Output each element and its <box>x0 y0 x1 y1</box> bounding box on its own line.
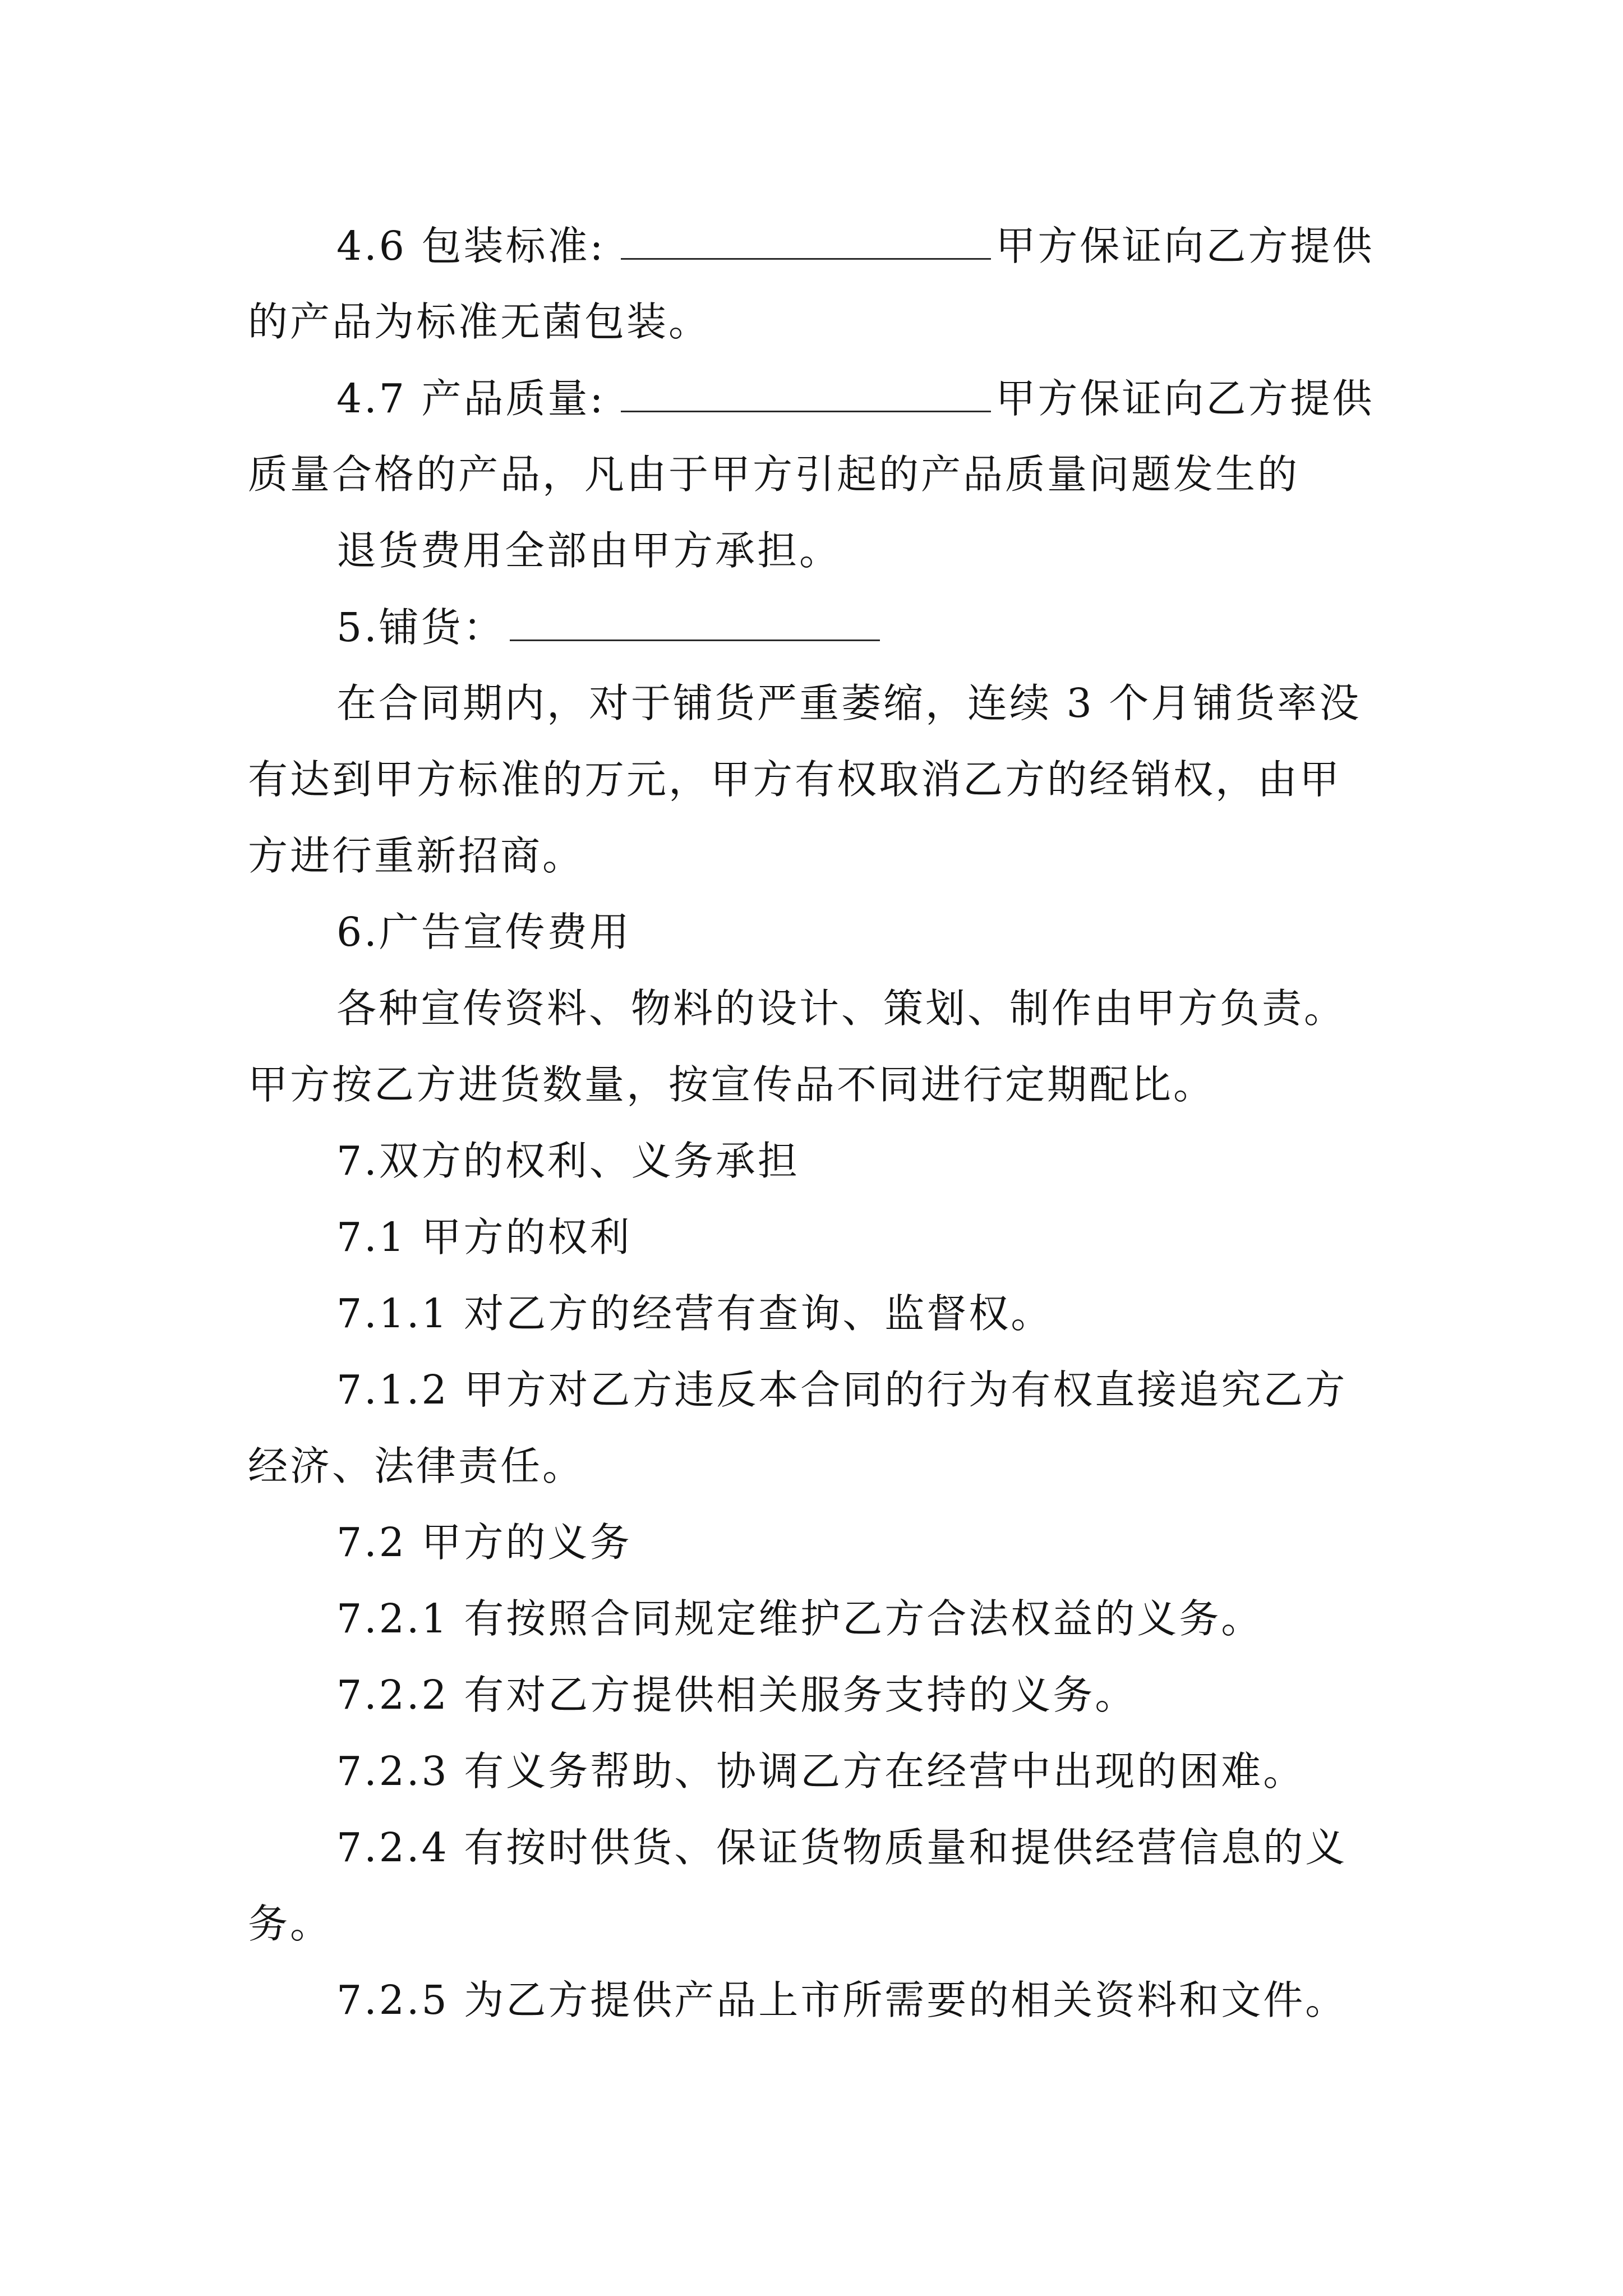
paragraph-line: 7.2.5 为乙方提供产品上市所需要的相关资料和文件。 <box>336 1977 1348 2023</box>
paragraph-line: 在合同期内，对于铺货严重萎缩，连续 3 个月铺货率没 <box>336 680 1362 726</box>
clause-5-line <box>336 604 884 651</box>
clause-4-7-label: 4.7 产品质量: <box>336 375 606 422</box>
paragraph-line: 7.2.1 有按照合同规定维护乙方合法权益的义务。 <box>336 1595 1264 1642</box>
clause-5-label: 5.铺货： <box>336 604 505 651</box>
paragraph-line: 7.2.4 有按时供货、保证货物质量和提供经营信息的义 <box>336 1824 1348 1871</box>
paragraph-line: 各种宣传资料、物料的设计、策划、制作由甲方负责。 <box>336 985 1347 1032</box>
clause-4-6-text: 甲方保证向乙方提供 <box>995 223 1375 269</box>
paragraph-line: 的产品为标准无菌包装。 <box>248 298 711 345</box>
paragraph-line: 质量合格的产品，凡由于甲方引起的产品质量问题发生的 <box>248 451 1300 498</box>
paragraph-line: 7.2.3 有义务帮助、协调乙方在经营中出现的困难。 <box>336 1748 1306 1795</box>
clause-4-7-line <box>336 375 1375 422</box>
paragraph-line: 有达到甲方标准的万元，甲方有权取消乙方的经销权，由甲 <box>248 756 1342 803</box>
clause-4-6-blank <box>621 226 991 260</box>
paragraph-line: 甲方按乙方进货数量，按宣传品不同进行定期配比。 <box>248 1061 1216 1108</box>
clause-4-6-label: 4.6 包装标准: <box>336 223 606 269</box>
clause-4-7-text: 甲方保证向乙方提供 <box>995 375 1375 422</box>
subsection-heading: 7.2 甲方的义务 <box>336 1519 632 1566</box>
clause-4-6-line <box>336 223 1375 269</box>
paragraph-line: 7.1.1 对乙方的经营有查询、监督权。 <box>336 1290 1053 1337</box>
paragraph-line: 务。 <box>248 1901 333 1947</box>
paragraph-line: 方进行重新招商。 <box>248 832 585 879</box>
paragraph-line: 7.1.2 甲方对乙方违反本合同的行为有权直接追究乙方 <box>336 1366 1348 1413</box>
paragraph-line: 7.2.2 有对乙方提供相关服务支持的义务。 <box>336 1672 1137 1718</box>
paragraph-line: 经济、法律责任。 <box>248 1443 585 1489</box>
clause-5-blank <box>510 607 880 641</box>
section-heading: 7.双方的权利、义务承担 <box>336 1138 800 1184</box>
subsection-heading: 7.1 甲方的权利 <box>336 1214 632 1260</box>
clause-4-7-blank <box>621 378 991 412</box>
paragraph-line: 退货费用全部由甲方承担。 <box>336 527 842 574</box>
section-heading: 6.广告宣传费用 <box>336 909 631 955</box>
